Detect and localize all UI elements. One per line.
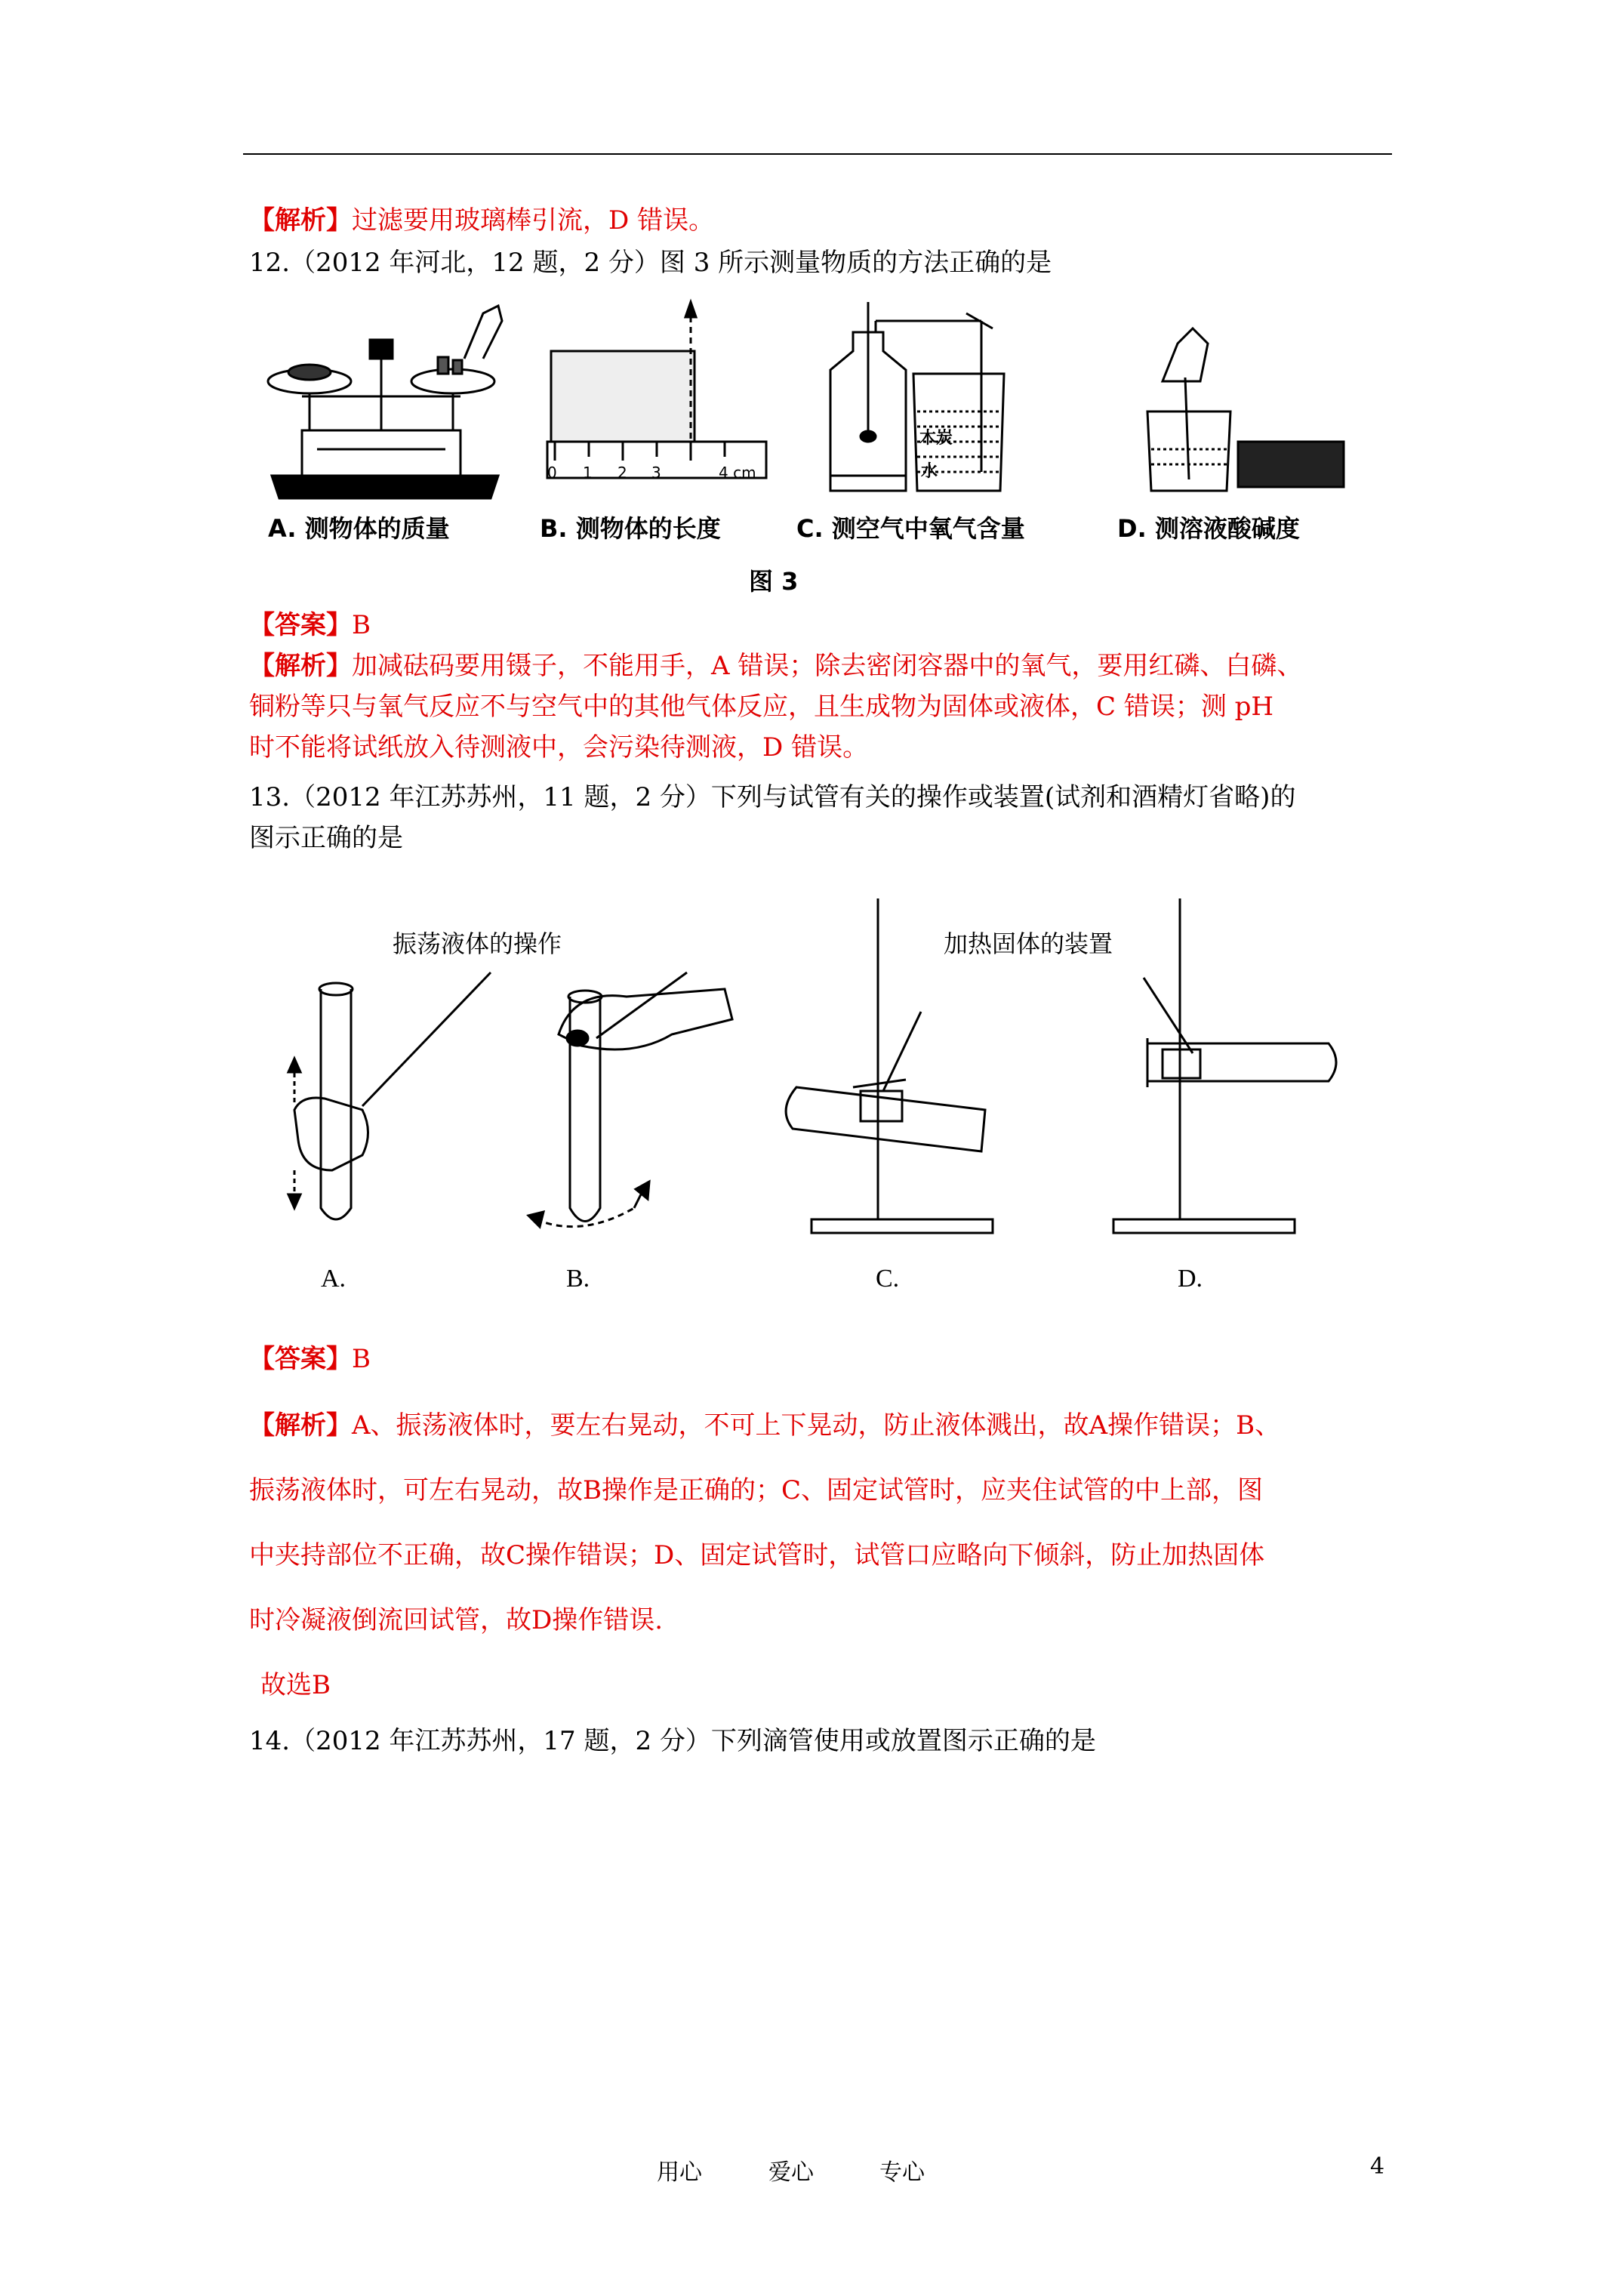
answer-tag: 【答案】 <box>249 1344 352 1374</box>
option-a-label: A. <box>321 1265 346 1293</box>
figure-3-drawing <box>257 298 1359 615</box>
analysis-tag: 【解析】 <box>249 205 352 236</box>
balance-figure <box>268 306 502 498</box>
analysis-13-conclusion: 故选B <box>260 1670 331 1700</box>
analysis-12-line3: 时不能将试纸放入待测液中，会污染待测液，D 错误。 <box>249 732 869 763</box>
question-13-line1: 13.（2012 年江苏苏州，11 题，2 分）下列与试管有关的操作或装置(试剂和酒精灯省略)的 <box>249 782 1296 812</box>
figure3-caption-b: B. 测物体的长度 <box>540 514 721 543</box>
footer-slogan-1: 用心 <box>657 2159 702 2186</box>
shake-liquid-label: 振荡液体的操作 <box>393 929 562 958</box>
figure3-caption-c: C. 测空气中氧气含量 <box>796 514 1025 543</box>
option-b-figure <box>528 972 732 1227</box>
analysis-text: 加减砝码要用镊子，不能用手，A 错误；除去密闭容器中的氧气，要用红磷、白磷、 <box>352 651 1303 681</box>
header-rule <box>243 153 1392 155</box>
question-13-line2: 图示正确的是 <box>249 823 403 853</box>
analysis-text: A、振荡液体时，要左右晃动，不可上下晃动，防止液体溅出，故A操作错误；B、 <box>352 1410 1281 1441</box>
analysis-13-line4: 时冷凝液倒流回试管，故D操作错误. <box>249 1605 664 1635</box>
option-a-figure <box>288 972 491 1219</box>
water-label: 水 <box>921 462 938 481</box>
ruler-tick-0: 0 <box>547 464 557 482</box>
ruler-tick-4: 4 cm <box>719 464 756 482</box>
ruler-figure <box>547 302 766 478</box>
charcoal-label: 木炭 <box>919 429 953 448</box>
option-b-label: B. <box>566 1265 590 1293</box>
ruler-tick-3: 3 <box>651 464 661 482</box>
answer-12 <box>249 609 371 642</box>
analysis-12-line2: 铜粉等只与氧气反应不与空气中的其他气体反应，且生成物为固体或液体，C 错误；测 pH <box>249 692 1274 722</box>
answer-tag: 【答案】 <box>249 610 352 640</box>
ruler-tick-2: 2 <box>617 464 627 482</box>
answer-value: B <box>352 1344 371 1374</box>
page-number: 4 <box>1370 2153 1385 2180</box>
figure-13 <box>279 883 1366 1306</box>
ruler-tick-1: 1 <box>583 464 593 482</box>
figure3-caption-d: D. 测溶液酸碱度 <box>1117 514 1300 543</box>
analysis-12-line1 <box>249 649 1302 683</box>
figure3-title: 图 3 <box>749 567 799 596</box>
analysis-11 <box>249 204 714 237</box>
analysis-13-line3: 中夹持部位不正确，故C操作错误；D、固定试管时，试管口应略向下倾斜，防止加热固体 <box>249 1540 1265 1570</box>
oxygen-apparatus-figure <box>830 302 1004 491</box>
option-d-figure <box>1113 898 1336 1233</box>
question-12: 12.（2012 年河北，12 题，2 分）图 3 所示测量物质的方法正确的是 <box>249 248 1052 278</box>
heat-solid-label: 加热固体的装置 <box>944 929 1113 958</box>
analysis-tag: 【解析】 <box>249 1410 352 1441</box>
answer-13 <box>249 1342 371 1376</box>
analysis-text: 过滤要用玻璃棒引流，D 错误。 <box>352 205 715 236</box>
option-d-label: D. <box>1178 1265 1203 1293</box>
question-14: 14.（2012 年江苏苏州，17 题，2 分）下列滴管使用或放置图示正确的是 <box>249 1726 1096 1756</box>
analysis-tag: 【解析】 <box>249 651 352 681</box>
analysis-13-line2: 振荡液体时，可左右晃动，故B操作是正确的；C、固定试管时，应夹住试管的中上部，图 <box>249 1475 1263 1505</box>
ph-test-figure <box>1147 328 1344 491</box>
option-c-label: C. <box>876 1265 900 1293</box>
footer-slogan-3: 专心 <box>879 2159 925 2186</box>
footer-slogan-2: 爱心 <box>768 2159 814 2186</box>
analysis-13-line1 <box>249 1409 1280 1442</box>
figure3-caption-a: A. 测物体的质量 <box>268 514 450 543</box>
answer-value: B <box>352 610 371 640</box>
figure-3 <box>257 298 1359 615</box>
